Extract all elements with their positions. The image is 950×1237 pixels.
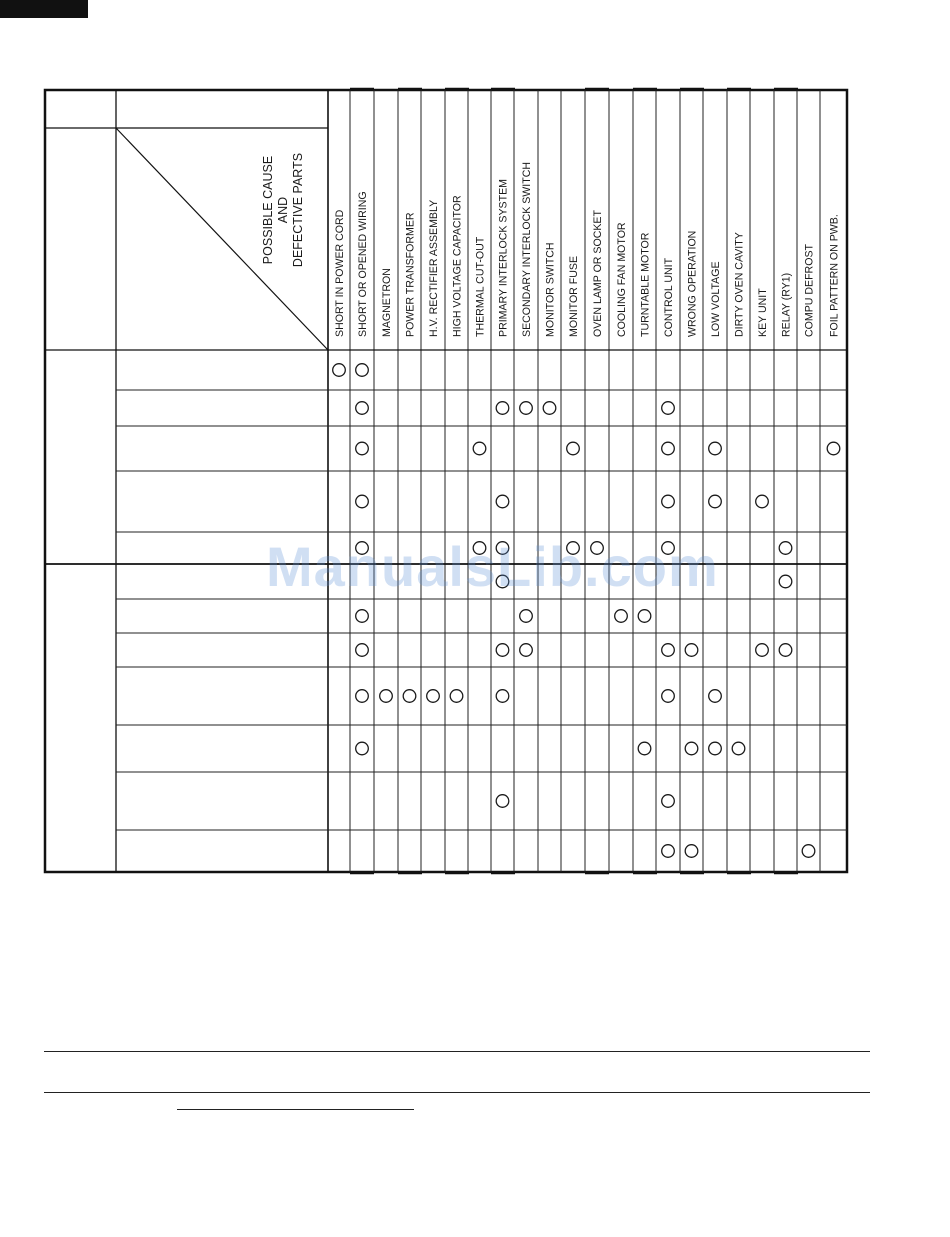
cause-mark-circle	[662, 845, 675, 858]
column-header-label: RELAY (RY1)	[780, 272, 793, 337]
cause-mark-circle	[615, 610, 628, 623]
cause-mark-circle	[662, 690, 675, 703]
column-header-label: DIRTY OVEN CAVITY	[733, 232, 746, 337]
diagonal-header-title: AND	[276, 196, 290, 224]
cause-mark-circle	[427, 690, 440, 703]
cause-mark-circle	[496, 402, 509, 415]
cause-mark-circle	[356, 495, 369, 508]
column-header-label: KEY UNIT	[757, 288, 769, 337]
column-header-label: THERMAL CUT-OUT	[474, 236, 487, 337]
column-header-label: CONTROL UNIT	[663, 257, 675, 337]
cause-mark-circle	[403, 690, 416, 703]
column-header-label: PRIMARY INTERLOCK SYSTEM	[497, 179, 510, 337]
cause-mark-circle	[638, 610, 651, 623]
cause-mark-circle	[333, 364, 346, 377]
cause-mark-circle	[496, 690, 509, 703]
column-header-label: LOW VOLTAGE	[710, 261, 722, 337]
cause-mark-circle	[543, 402, 556, 415]
cause-mark-circle	[685, 742, 698, 755]
column-header-label: MONITOR SWITCH	[544, 242, 557, 337]
cause-mark-circle	[709, 690, 722, 703]
cause-mark-circle	[496, 795, 509, 808]
column-header-label: SHORT IN POWER CORD	[334, 209, 346, 337]
cause-mark-circle	[567, 442, 580, 455]
column-header-label: H.V. RECTIFIER ASSEMBLY	[428, 199, 440, 337]
cause-mark-circle	[356, 644, 369, 657]
diagonal-header-title: POSSIBLE CAUSE	[261, 155, 275, 265]
column-header-label: OVEN LAMP OR SOCKET	[592, 210, 604, 337]
column-header-label: SECONDARY INTERLOCK SWITCH	[521, 161, 533, 337]
cause-mark-circle	[756, 495, 769, 508]
signature-underline	[177, 1109, 414, 1110]
cause-mark-circle	[709, 442, 722, 455]
horizontal-rule-bottom	[44, 1092, 870, 1093]
column-header-label: TURNTABLE MOTOR	[639, 232, 652, 337]
cause-mark-circle	[638, 742, 651, 755]
cause-mark-circle	[662, 644, 675, 657]
watermark: ManualsLib.com	[266, 535, 719, 598]
cause-mark-circle	[827, 442, 840, 455]
cause-mark-circle	[520, 644, 533, 657]
cause-mark-circle	[779, 542, 792, 555]
cause-mark-circle	[473, 442, 486, 455]
cause-mark-circle	[662, 402, 675, 415]
cause-mark-circle	[756, 644, 769, 657]
cause-mark-circle	[380, 690, 393, 703]
horizontal-rule-top	[44, 1051, 870, 1052]
cause-mark-circle	[356, 742, 369, 755]
cause-mark-circle	[356, 610, 369, 623]
cause-mark-circle	[520, 610, 533, 623]
cause-mark-circle	[779, 644, 792, 657]
column-header-label: MAGNETRON	[381, 268, 393, 337]
cause-mark-circle	[709, 495, 722, 508]
column-header-label: MONITOR FUSE	[568, 255, 580, 337]
cause-mark-circle	[520, 402, 533, 415]
cause-mark-circle	[802, 845, 815, 858]
cause-mark-circle	[356, 690, 369, 703]
column-header-label: POWER TRANSFORMER	[404, 212, 417, 337]
cause-mark-circle	[496, 495, 509, 508]
cause-mark-circle	[356, 442, 369, 455]
cause-mark-circle	[732, 742, 745, 755]
column-header-label: WRONG OPERATION	[686, 230, 699, 337]
cause-mark-circle	[662, 442, 675, 455]
cause-mark-circle	[709, 742, 722, 755]
cause-mark-circle	[356, 364, 369, 377]
column-header-label: SHORT OR OPENED WIRING	[357, 191, 369, 337]
column-header-label: HIGH VOLTAGE CAPACITOR	[451, 195, 464, 337]
cause-mark-circle	[662, 795, 675, 808]
column-header-label: COOLING FAN MOTOR	[616, 222, 628, 337]
cause-mark-circle	[496, 644, 509, 657]
cause-mark-circle	[662, 495, 675, 508]
cause-mark-circle	[685, 845, 698, 858]
cause-mark-circle	[779, 575, 792, 588]
cause-mark-circle	[685, 644, 698, 657]
cause-mark-circle	[450, 690, 463, 703]
column-header-label: FOIL PATTERN ON PWB.	[828, 214, 841, 337]
column-header-label: COMPU DEFROST	[803, 244, 816, 337]
cause-mark-circle	[356, 402, 369, 415]
diagonal-header-title: DEFECTIVE PARTS	[291, 152, 305, 268]
